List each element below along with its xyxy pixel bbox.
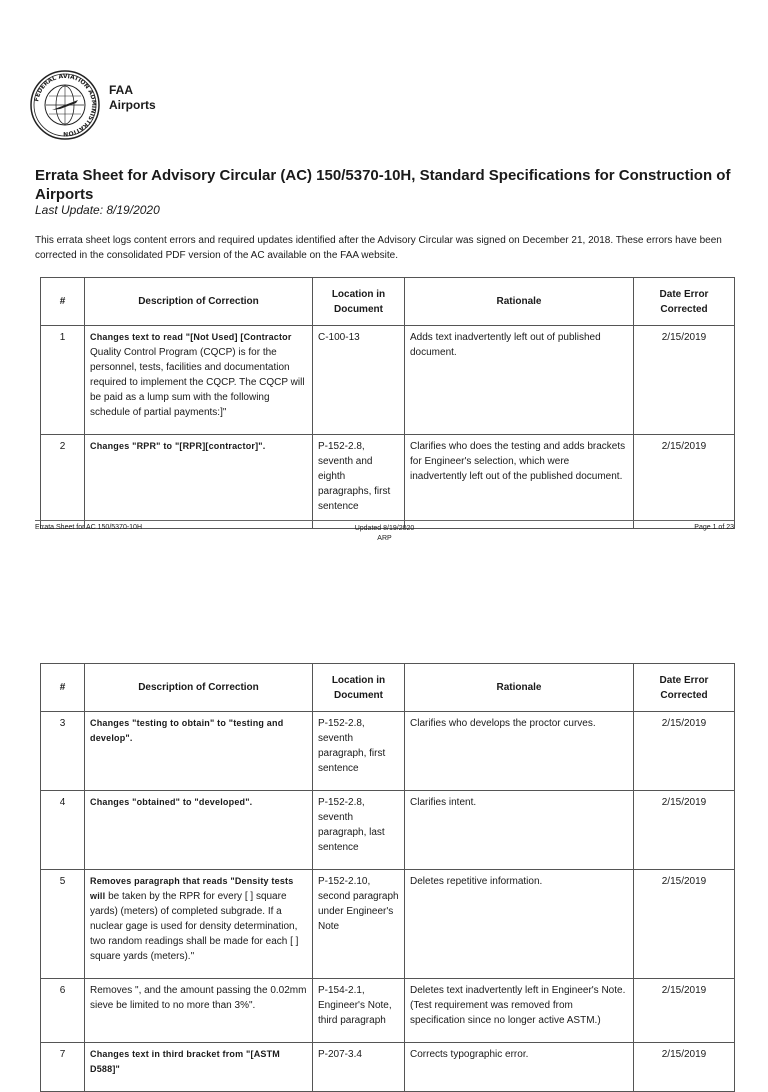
- row-num: 7: [41, 1043, 85, 1092]
- description-lead: Changes "RPR" to "[RPR][contractor]".: [90, 441, 266, 451]
- table-row: [41, 326, 735, 435]
- row-location: P-152-2.8, seventh paragraph, first sentence: [313, 712, 405, 791]
- row-location: P-154-2.1, Engineer's Note, third paragraph: [313, 979, 405, 1043]
- description-lead: Changes "obtained" to "developed".: [90, 797, 253, 807]
- row-location: P-152-2.8, seventh paragraph, last sentence: [313, 791, 405, 870]
- org-line-faa: FAA: [109, 83, 133, 97]
- footer-center: [35, 524, 734, 544]
- description-rest: Removes ", and the amount passing the 0.02mm sieve be limited to no more than 3%".: [90, 985, 307, 1011]
- errata-table-page-1: [40, 277, 735, 529]
- row-rationale: Adds text inadvertently left out of published document.: [405, 326, 634, 435]
- description-lead: Changes text in third bracket from "[ASTM D588]": [90, 1049, 280, 1074]
- row-num: 6: [41, 979, 85, 1043]
- header-date: Date Error Corrected: [634, 664, 735, 712]
- header-location: Location in Document: [313, 664, 405, 712]
- row-location: P-152-2.10, second paragraph under Engineer's Note: [313, 870, 405, 979]
- row-description: [85, 1043, 313, 1092]
- description-lead: Changes text to read "[Not Used] [Contractor: [90, 332, 292, 342]
- row-rationale: Deletes repetitive information.: [405, 870, 634, 979]
- row-num: 5: [41, 870, 85, 979]
- row-location: P-152-2.8, seventh and eighth paragraphs, first sentence: [313, 435, 405, 529]
- row-description: [85, 791, 313, 870]
- row-rationale: Clarifies who does the testing and adds brackets for Engineer's selection, which were inadvertently left out of the published document.: [405, 435, 634, 529]
- row-date: 2/15/2019: [634, 870, 735, 979]
- header-rationale: Rationale: [405, 278, 634, 326]
- header-description: Description of Correction: [85, 278, 313, 326]
- header-description: Description of Correction: [85, 664, 313, 712]
- row-rationale: Corrects typographic error.: [405, 1043, 634, 1092]
- table-row: [41, 1043, 735, 1092]
- org-name: [109, 83, 156, 113]
- row-description: [85, 870, 313, 979]
- errata-table-page-2: [40, 663, 735, 1092]
- row-num: 2: [41, 435, 85, 529]
- row-date: 2/15/2019: [634, 326, 735, 435]
- header-location: Location in Document: [313, 278, 405, 326]
- faa-seal-logo: [30, 70, 100, 140]
- page-footer: [35, 520, 734, 542]
- row-date: 2/15/2019: [634, 712, 735, 791]
- row-num: 1: [41, 326, 85, 435]
- row-location: C-100-13: [313, 326, 405, 435]
- svg-text:FEDERAL AVIATION ADMINISTRATIO: FEDERAL AVIATION ADMINISTRATION: [33, 72, 98, 138]
- last-update: Last Update: 8/19/2020: [35, 203, 160, 217]
- document-title: Errata Sheet for Advisory Circular (AC) 150/5370-10H, Standard Specifications for Construction of Airports: [35, 167, 731, 203]
- header-rationale: Rationale: [405, 664, 634, 712]
- row-num: 3: [41, 712, 85, 791]
- table-row: [41, 870, 735, 979]
- row-date: 2/15/2019: [634, 979, 735, 1043]
- intro-paragraph: This errata sheet logs content errors and required updates identified after the Advisory Circular was signed on December 21, 2018. These errors have been corrected in the consolidated PDF version of the AC available on the FAA website.: [35, 235, 722, 261]
- header-num: #: [41, 278, 85, 326]
- table-header-row: [41, 664, 735, 712]
- table-row: [41, 979, 735, 1043]
- description-rest: be taken by the RPR for every [ ] square yards) (meters) of completed subgrade. If a nuclear gage is used for density determination, two random readings shall be made for each [ ] square yards (meters).": [90, 891, 299, 962]
- row-description: [85, 435, 313, 529]
- row-date: 2/15/2019: [634, 435, 735, 529]
- row-description: [85, 712, 313, 791]
- row-rationale: Clarifies who develops the proctor curves.: [405, 712, 634, 791]
- footer-left: Errata Sheet for AC 150/5370-10H: [35, 524, 143, 531]
- row-rationale: Clarifies intent.: [405, 791, 634, 870]
- row-date: 2/15/2019: [634, 791, 735, 870]
- org-line-airports: Airports: [109, 98, 156, 112]
- table-row: [41, 791, 735, 870]
- description-rest: Quality Control Program (CQCP) is for the personnel, tests, facilities and documentation required to implement the CQCP. The CQCP will be paid as a lump sum with the following schedule of partial payments:]": [90, 347, 305, 418]
- row-date: 2/15/2019: [634, 1043, 735, 1092]
- description-lead: Changes "testing to obtain" to "testing and develop".: [90, 718, 284, 743]
- footer-updated: Updated 8/19/2020: [354, 525, 415, 532]
- footer-page-number: Page 1 of 23: [694, 524, 734, 531]
- header-date: Date Error Corrected: [634, 278, 735, 326]
- row-num: 4: [41, 791, 85, 870]
- row-rationale: Deletes text inadvertently left in Engineer's Note. (Test requirement was removed from specification since no longer active ASTM.): [405, 979, 634, 1043]
- row-description: [85, 326, 313, 435]
- row-description: [85, 979, 313, 1043]
- table-row: [41, 435, 735, 529]
- description-lead: Removes paragraph that reads "Density tests will: [90, 876, 294, 901]
- table-row: [41, 712, 735, 791]
- header-num: #: [41, 664, 85, 712]
- row-location: P-207-3.4: [313, 1043, 405, 1092]
- footer-arp: ARP: [377, 535, 392, 542]
- table-header-row: [41, 278, 735, 326]
